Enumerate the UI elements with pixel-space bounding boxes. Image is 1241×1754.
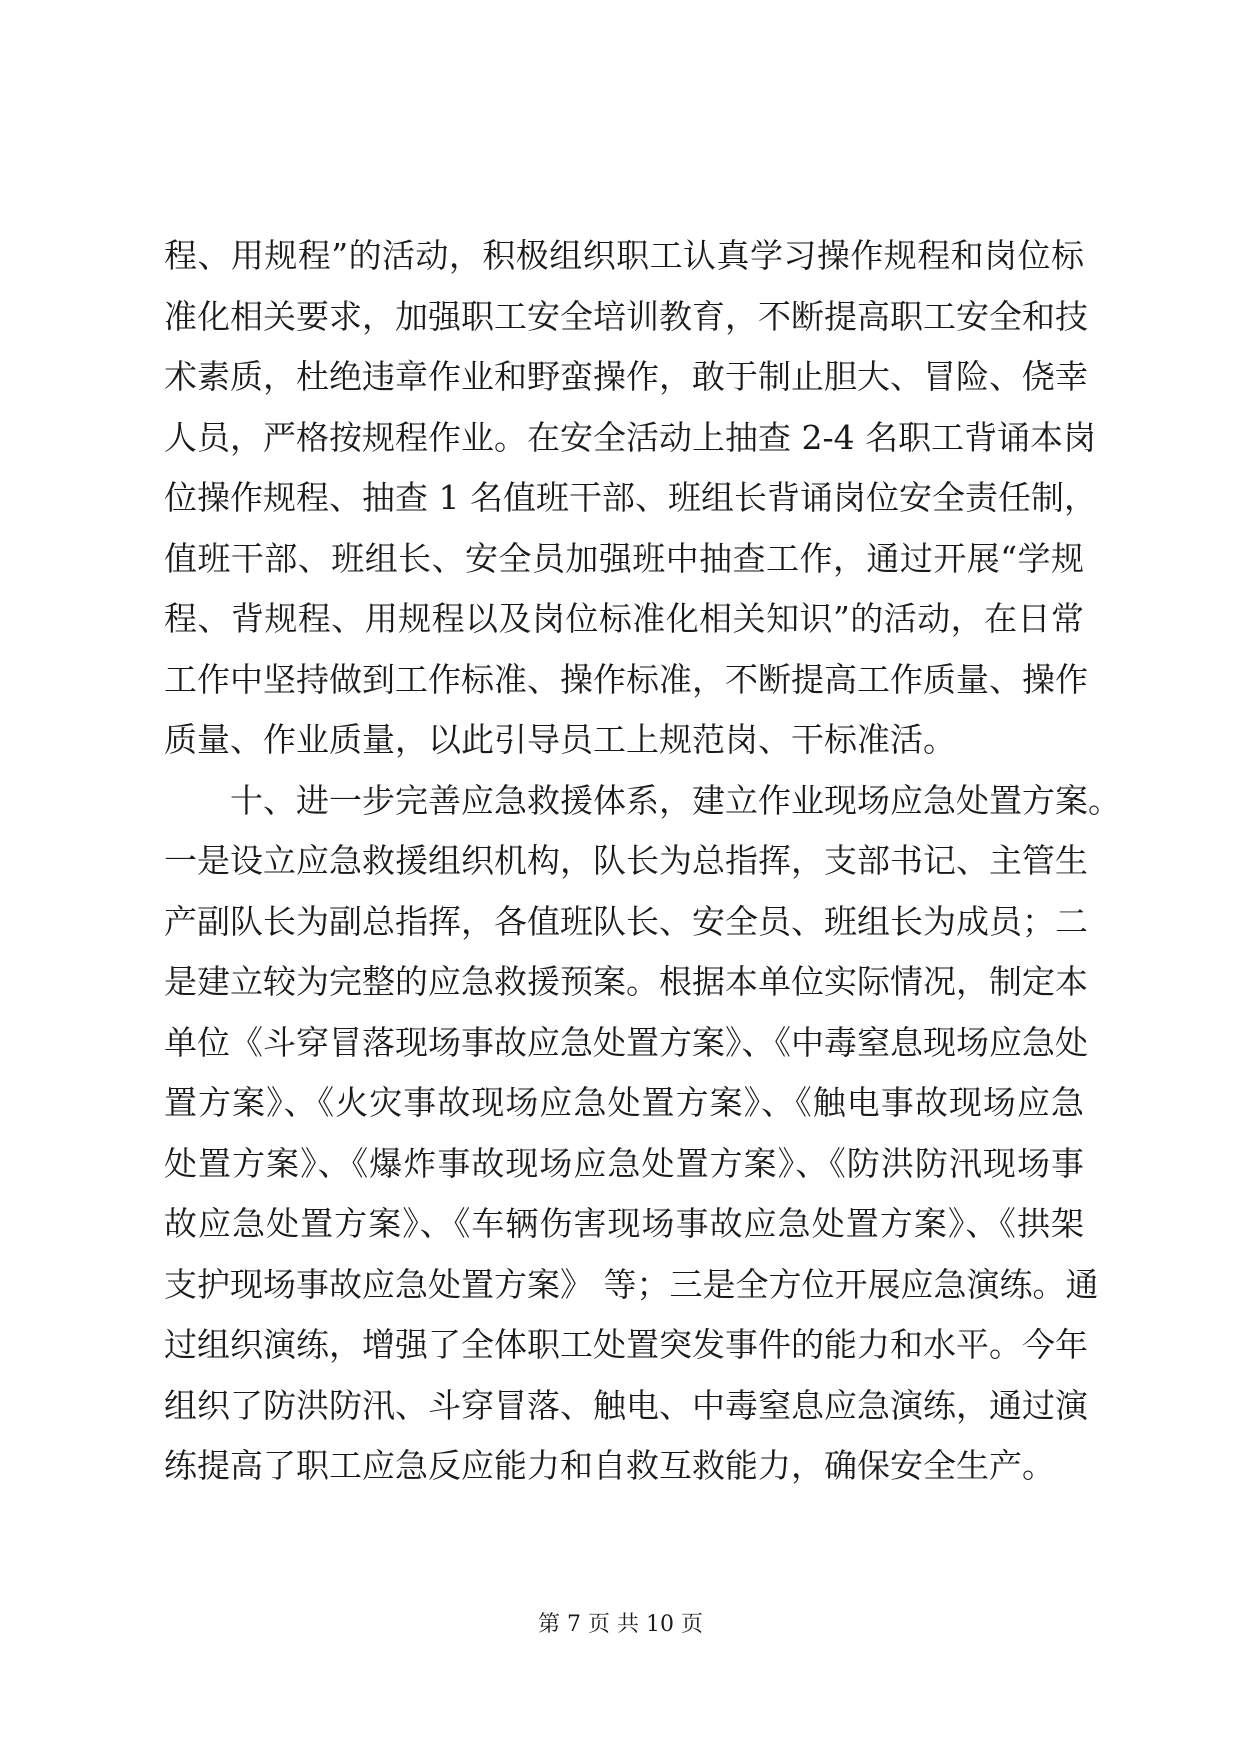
text-line: 工作中坚持做到工作标准、操作标准，不断提高工作质量、操作	[164, 659, 1088, 699]
text-line: 练提高了职工应急反应能力和自救互救能力，确保安全生产。	[164, 1446, 1055, 1485]
text-line: 故应急处置方案》、《车辆伤害现场事故应急处置方案》、《拱架	[164, 1204, 1084, 1243]
text-line: 过组织演练，增强了全体职工处置突发事件的能力和水平。今年	[164, 1325, 1088, 1364]
text-line: 置方案》、《火灾事故现场应急处置方案》、《触电事故现场应急	[164, 1083, 1084, 1122]
body-text	[164, 226, 1121, 1497]
text-line: 程、用规程”的活动，积极组织职工认真学习操作规程和岗位标	[164, 236, 1084, 275]
page-footer: 第 7 页 共 10 页	[538, 1612, 703, 1637]
text-line: 质量、作业质量，以此引导员工上规范岗、干标准活。	[164, 720, 956, 759]
text-line: 组织了防洪防汛、斗穿冒落、触电、中毒窒息应急演练，通过演	[164, 1385, 1088, 1425]
text-line: 人员，严格按规程作业。在安全活动上抽查 2-4 名职工背诵本岗	[164, 417, 1097, 457]
text-line: 单位《斗穿冒落现场事故应急处置方案》、《中毒窒息现场应急处	[164, 1022, 1088, 1062]
text-line: 准化相关要求，加强职工安全培训教育，不断提高职工安全和技	[164, 296, 1088, 336]
text-line: 程、背规程、用规程以及岗位标准化相关知识”的活动，在日常	[164, 599, 1084, 638]
text-line: 位操作规程、抽查 1 名值班干部、班组长背诵岗位安全责任制，	[164, 478, 1097, 517]
text-line: 术素质，杜绝违章作业和野蛮操作，敢于制止胆大、冒险、侥幸	[164, 357, 1088, 396]
text-line: 是建立较为完整的应急救援预案。根据本单位实际情况，制定本	[164, 962, 1088, 1001]
text-line: 值班干部、班组长、安全员加强班中抽查工作，通过开展“学规	[164, 538, 1084, 578]
text-line: 处置方案》、《爆炸事故现场应急处置方案》、《防洪防汛现场事	[164, 1143, 1084, 1183]
section-heading-line: 十、进一步完善应急救援体系，建立作业现场应急处置方案。	[164, 780, 1121, 820]
text-line: 一是设立应急救援组织机构，队长为总指挥，支部书记、主管生	[164, 841, 1088, 880]
text-line: 产副队长为副总指挥，各值班队长、安全员、班组长为成员；二	[164, 901, 1088, 941]
text-line: 支护现场事故应急处置方案》 等；三是全方位开展应急演练。通	[164, 1264, 1099, 1304]
